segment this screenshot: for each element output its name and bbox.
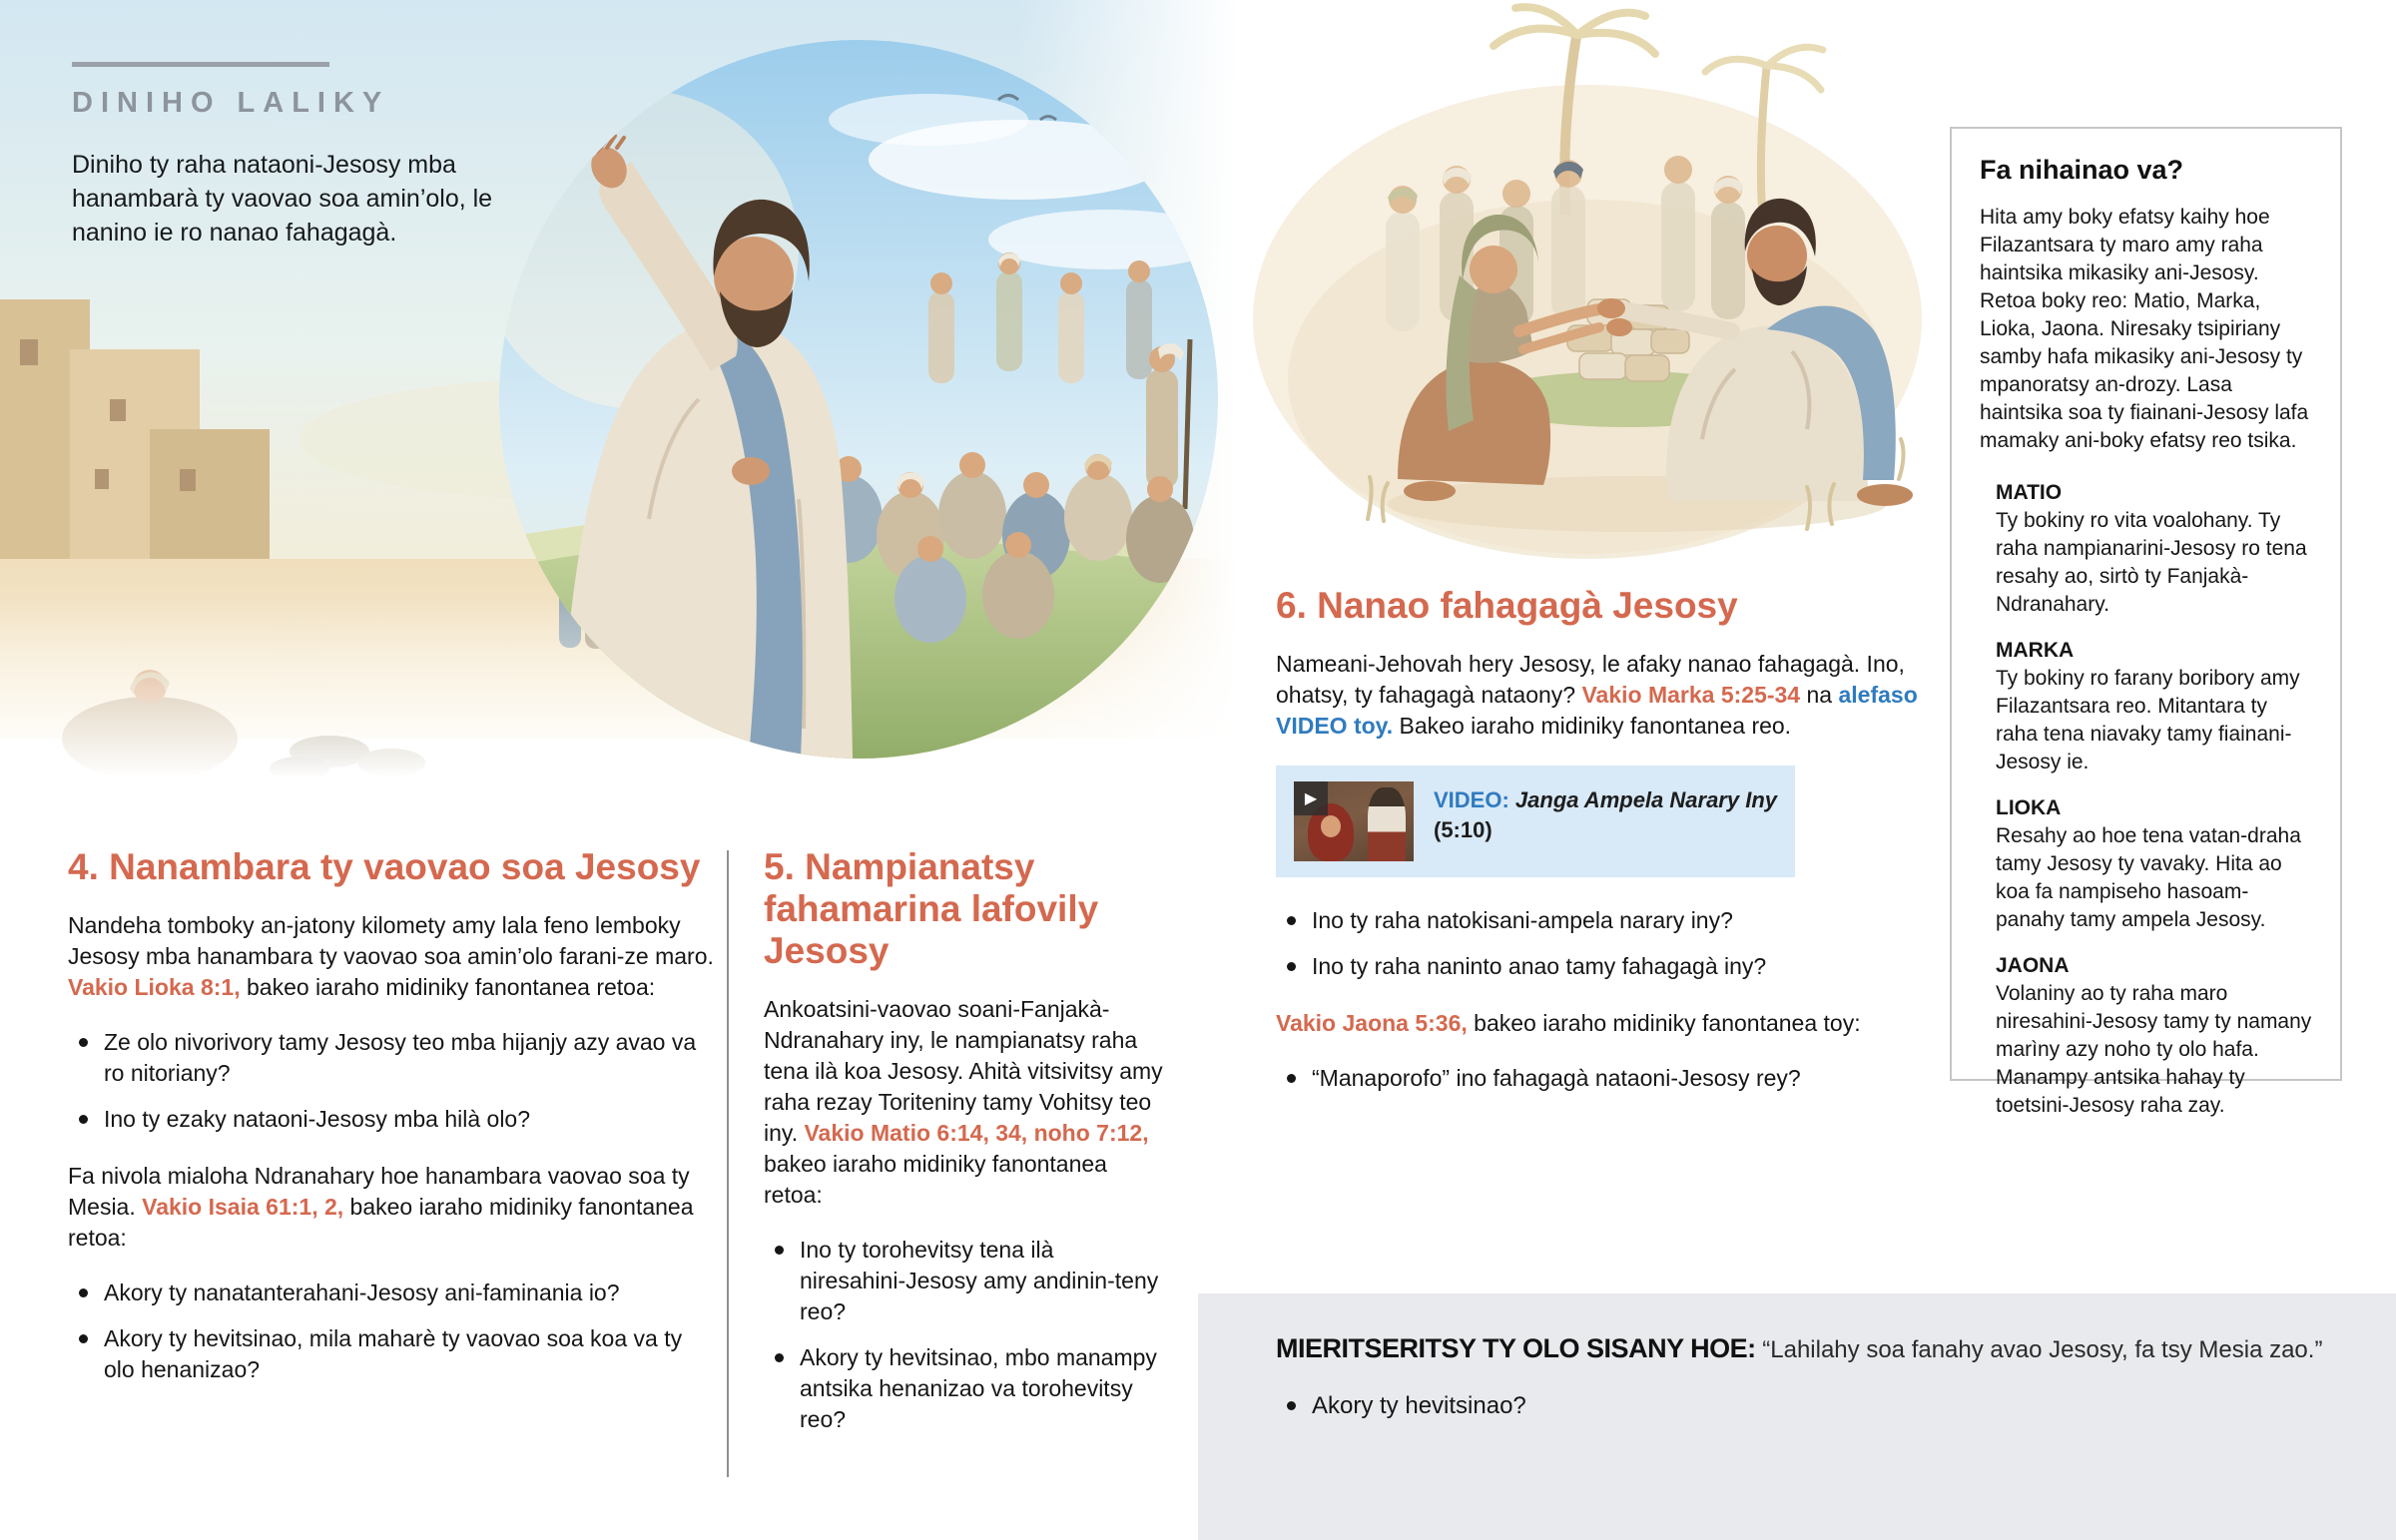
gospel-book-marka [1980, 637, 2312, 776]
question-item: Ino ty raha natokisani-ampela narary iny? [1276, 905, 1947, 936]
scripture-link-lioka-8-1[interactable]: Vakio Lioka 8:1, [68, 974, 241, 1000]
section-4-p2-tail: bakeo iaraho midiniky fanontanea retoa: [68, 1194, 694, 1251]
video-label: VIDEO: [1434, 787, 1509, 812]
video-duration: (5:10) [1434, 817, 1493, 842]
section-5-title: 5. Nampianatsy fahamarina lafovily Jesosy [764, 846, 1099, 971]
section-4-paragraph-2 [68, 1161, 715, 1254]
preaching-scene-svg [499, 40, 1218, 759]
section-6-paragraph [1276, 649, 1947, 742]
jesus-preaching-circle-illustration [499, 40, 1218, 759]
question-item: Ino ty torohevitsy tena ilà niresahini-Jesosy amy andinin-teny reo? [764, 1235, 1165, 1327]
section-4-paragraph-1 [68, 910, 715, 1003]
column-divider [727, 850, 729, 1477]
question-item: “Manaporofo” ino fahagagà nataoni-Jesosy rey? [1276, 1063, 1947, 1094]
page-header [72, 62, 511, 274]
book-description: Volaniny ao ty raha maro niresahini-Jesosy tamy ty namany marìny azy noho ty olo hafa. Manampy antsika hahay ty toetsini-Jesosy raha zay. [1996, 982, 2312, 1117]
scripture-link-marka-5[interactable]: Vakio Marka 5:25-34 [1581, 682, 1801, 708]
gospel-book-matio [1980, 479, 2312, 619]
question-item: Akory ty hevitsinao? [1276, 1390, 2356, 1421]
video-title: Janga Ampela Narary Iny [1514, 787, 1777, 812]
video-thumbnail[interactable] [1294, 781, 1414, 861]
section-6-questions-2 [1276, 1063, 1947, 1094]
section-4-p1-text: Nandeha tomboky an-jatony kilomety amy lala feno lemboky Jesosy mba hanambara ty vaovao soa amin’olo farani-ze maro. [68, 912, 714, 969]
section-5-p-text: Ankoatsini-vaovao soani-Fanjakà-Ndranahary iny, le nampianatsy raha tena ilà koa Jesosy. Ahità vitsivitsy amy raha rezay Toriteniny tamy Vohitsy teo iny. [764, 996, 1163, 1146]
reflection-lead: MIERITSERITSY TY OLO SISANY HOE: [1276, 1333, 1756, 1363]
question-item: Ino ty raha naninto anao tamy fahagagà iny? [1276, 951, 1947, 982]
scripture-link-jaona-5-36[interactable]: Vakio Jaona 5:36, [1276, 1010, 1468, 1036]
question-item: Akory ty nanatanterahani-Jesosy ani-faminania io? [68, 1278, 715, 1308]
scripture-link-matio-6-7[interactable]: Vakio Matio 6:14, 34, noho 7:12, [804, 1120, 1149, 1146]
sidebar-box [1950, 127, 2342, 1117]
section-5-p-tail: bakeo iaraho midiniky fanontanea retoa: [764, 1151, 1107, 1208]
question-item: Ino ty ezaky nataoni-Jesosy mba hilà olo? [68, 1104, 715, 1135]
section-6 [1276, 585, 1947, 1120]
video-link[interactable]: alefaso VIDEO toy. [1276, 682, 1918, 739]
section-4 [68, 846, 715, 1411]
section-6-ref-line [1276, 1008, 1947, 1039]
section-6-p-mid: na [1800, 682, 1839, 708]
sidebar-intro: Hita amy boky efatsy kaihy hoe Filazantsara ty maro amy raha haintsika mikasiky ani-Jesosy. Retoa boky reo: Matio, Marka, Lioka, Jaona. Niresaky tsipiriany samby hafa mikasiky ani-Jesosy ty mpanoratsy an-drozy. Lasa haintsika soa ty fiainani-Jesosy lafa mamaky ani-boky efatsy reo tsika. [1980, 206, 2309, 452]
page-intro: Diniho ty raha nataoni-Jesosy mba hanambarà ty vaovao soa amin’olo, le nanino ie ro nanao fahagagà. [72, 151, 493, 247]
section-5 [764, 846, 1165, 1461]
reflection-line [1276, 1333, 2356, 1364]
section-4-questions-2 [68, 1278, 715, 1385]
reflection-quote: “Lahilahy soa fanahy avao Jesosy, fa tsy Mesia zao.” [1755, 1336, 2323, 1363]
reflection-questions [1276, 1390, 2356, 1421]
section-6-questions-1 [1276, 905, 1947, 982]
section-6-title: 6. Nanao fahagagà Jesosy [1276, 585, 1738, 626]
thumbnail-man-figure [1368, 787, 1406, 861]
video-caption [1434, 781, 1777, 845]
section-6-ref-tail: bakeo iaraho midiniky fanontanea toy: [1467, 1010, 1861, 1036]
section-5-questions [764, 1235, 1165, 1435]
reflection-box [1198, 1293, 2396, 1540]
jesus-healing-illustration [1248, 0, 1947, 574]
question-item: Akory ty hevitsinao, mbo manampy antsika henanizao va torohevitsy reo? [764, 1342, 1165, 1435]
section-4-title: 4. Nanambara ty vaovao soa Jesosy [68, 846, 701, 887]
healing-scene-svg [1248, 0, 1947, 574]
thumbnail-face [1321, 815, 1341, 837]
book-name: MARKA [1996, 639, 2075, 662]
kicker-bar [72, 62, 329, 67]
section-4-p1-tail: bakeo iaraho midiniky fanontanea retoa: [240, 974, 656, 1000]
book-name: JAONA [1996, 954, 2070, 977]
gospel-book-lioka [1980, 794, 2312, 934]
section-4-p2-text: Fa nivola mialoha Ndranahary hoe hanambara vaovao soa ty Mesia. [68, 1163, 690, 1220]
book-name: LIOKA [1996, 796, 2062, 819]
section-4-questions-1 [68, 1027, 715, 1135]
book-description: Ty bokiny ro vita voalohany. Ty raha nampianarini-Jesosy ro tena resahy ao, sirtò ty Fanjakà-Ndranahary. [1996, 509, 2307, 616]
page-kicker: DINIHO LALIKY [72, 87, 390, 119]
scripture-link-isaia-61[interactable]: Vakio Isaia 61:1, 2, [142, 1194, 344, 1220]
video-box [1276, 766, 1795, 877]
book-description: Resahy ao hoe tena vatan-draha tamy Jesosy ty vavaky. Hita ao koa fa nampiseho hasoam-panahy tamy ampela Jesosy. [1996, 824, 2301, 931]
book-name: MATIO [1996, 481, 2063, 504]
section-5-paragraph [764, 994, 1165, 1211]
play-icon[interactable]: ▶ [1294, 781, 1328, 815]
sidebar-title: Fa nihainao va? [1980, 155, 2184, 185]
section-6-p-tail: Bakeo iaraho midiniky fanontanea reo. [1393, 713, 1792, 739]
question-item: Ze olo nivorivory tamy Jesosy teo mba hijanjy azy avao va ro nitoriany? [68, 1027, 715, 1089]
gospel-book-jaona [1980, 952, 2312, 1120]
question-item: Akory ty hevitsinao, mila maharè ty vaovao soa koa va ty olo henanizao? [68, 1323, 715, 1385]
book-description: Ty bokiny ro farany boribory amy Filazantsara reo. Mitantara ty raha tena niavaky tamy fiainani-Jesosy ie. [1996, 667, 2300, 773]
section-6-p-text: Nameani-Jehovah hery Jesosy, le afaky nanao fahagagà. Ino, ohatsy, ty fahagagà nataony? [1276, 651, 1905, 708]
